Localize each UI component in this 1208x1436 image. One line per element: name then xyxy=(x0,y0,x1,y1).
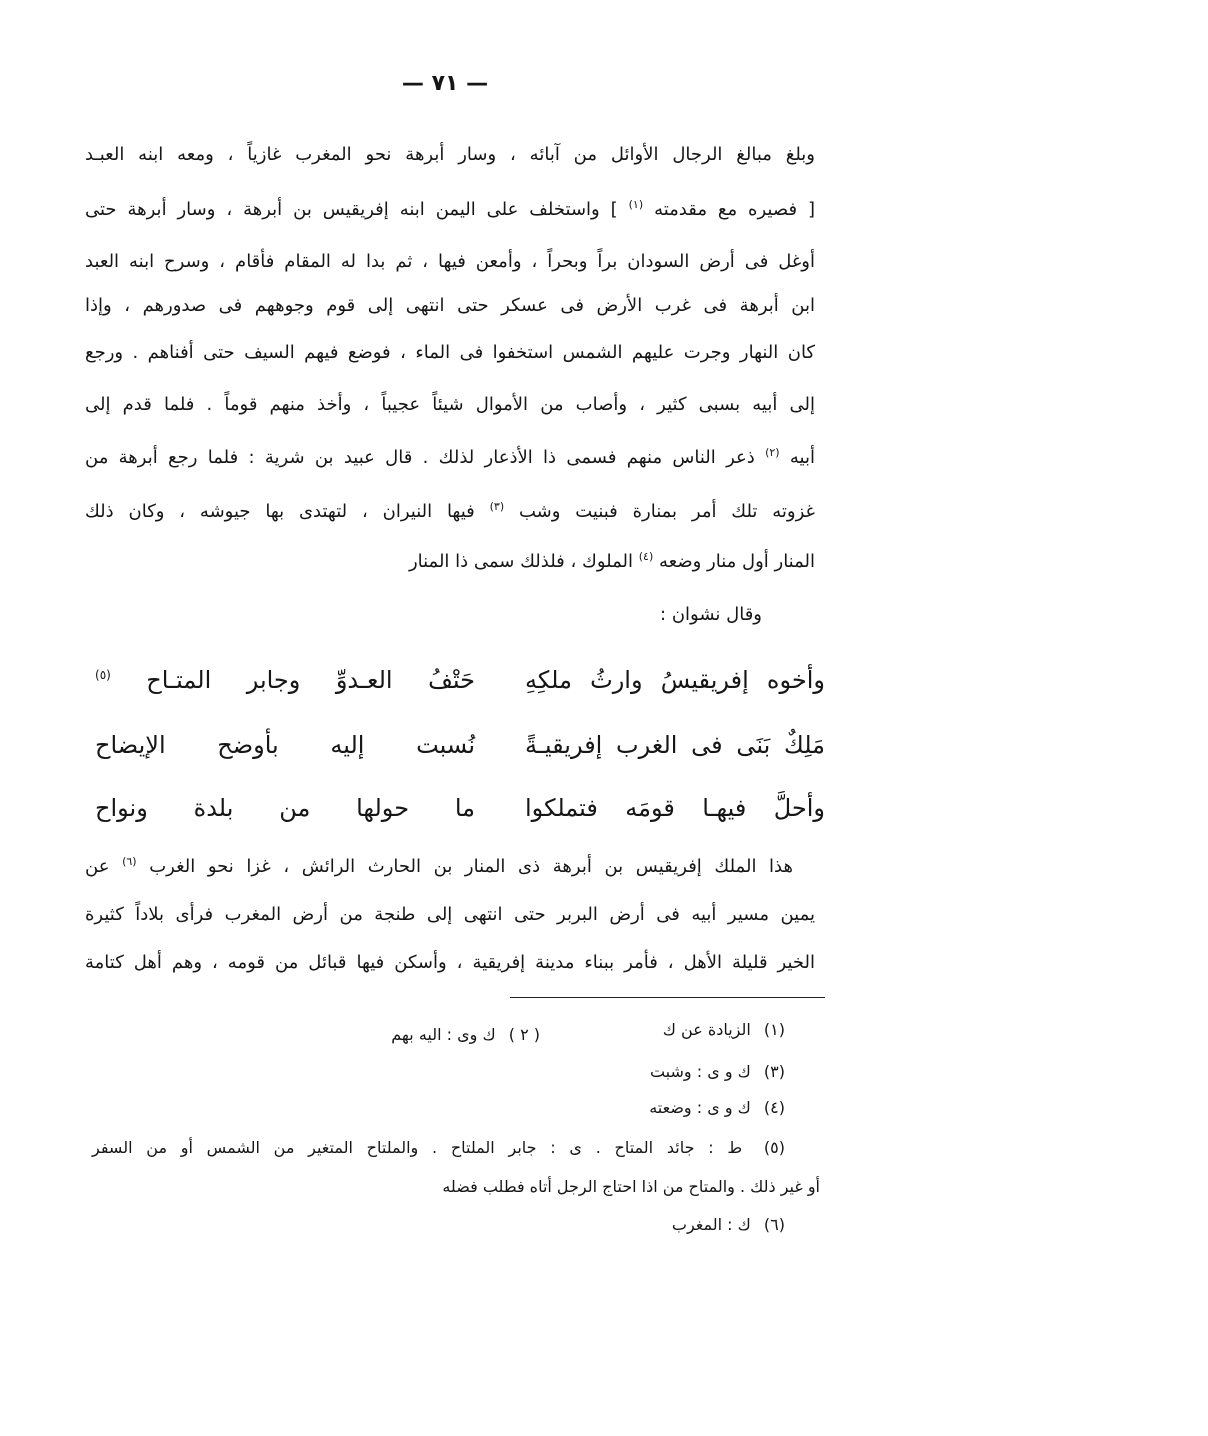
commentary-line xyxy=(85,845,793,889)
footnote-text: ك و ى : وضعته xyxy=(649,1098,751,1117)
body-line xyxy=(85,240,815,284)
line-text: عن xyxy=(85,856,110,877)
footnote-separator xyxy=(510,997,825,998)
footnote-number: (٦) xyxy=(763,1215,785,1234)
body-line xyxy=(85,540,815,584)
commentary-line xyxy=(85,893,815,937)
line-text: غزوته تلك أمر بمنارة فبنيت وشب xyxy=(518,501,815,522)
line-text: أبيه xyxy=(789,447,815,468)
body-line xyxy=(85,284,815,328)
footnote-ref: (١) xyxy=(628,198,644,211)
footnote-text: ك و ى : وشبت xyxy=(649,1062,751,1081)
body-line xyxy=(85,133,815,177)
footnote-number: (٥) xyxy=(763,1138,785,1157)
line-text: كان النهار وجرت عليهم الشمس استخفوا فى الماء ، فوضع فيهم السيف حتى أفناهم . ورجع xyxy=(85,342,815,363)
line-text: فيها النيران ، لتهتدى بها جيوشه ، وكان ذلك xyxy=(85,501,475,522)
line-text: هذا الملك إفريقيس بن أبرهة ذى المنار بن الحارث الرائش ، غزا نحو الغرب xyxy=(149,856,793,877)
line-text: ذعر الناس منهم فسمى ذا الأذعار لذلك . قال عبيد بن شرية : فلما رجع أبرهة من xyxy=(85,447,755,468)
verse-hemistich-left: ما حولها من بلدة ونواح xyxy=(95,794,475,822)
footnote-ref: (٣) xyxy=(489,500,505,513)
body-line xyxy=(85,331,815,375)
footnote-continuation: أو غير ذلك . والمتاح من اذا احتاج الرجل أتاه فطلب فضله xyxy=(442,1177,820,1196)
hemistich-text: حَتْفُ العـدوِّ وجابر المتـاح xyxy=(146,666,475,694)
footnote-number: (٤) xyxy=(763,1098,785,1117)
footnote-number: (٣) xyxy=(763,1062,785,1081)
line-text: ابن أبرهة فى غرب الأرض فى عسكر حتى انتهى إلى قوم وجوههم فى صدورهم ، وإذا xyxy=(85,295,815,316)
footnote-ref: (٤) xyxy=(638,550,654,563)
line-text: إلى أبيه بسبى كثير ، وأصاب من الأموال شيئاً عجيباً ، وأخذ منهم قوماً . فلما قدم إلى xyxy=(85,394,815,415)
footnote-ref: (٥) xyxy=(95,668,111,682)
line-text: يمين مسير أبيه فى أرض البربر حتى انتهى إلى طنجة من أرض المغرب فرأى بلاداً كثيرة xyxy=(85,904,815,925)
footnote-ref: (٢) xyxy=(765,446,780,459)
line-text: [ فصيره مع مقدمته xyxy=(654,199,816,220)
commentary-line xyxy=(85,941,815,985)
line-text: أوغل فى أرض السودان براً وبحراً ، وأمعن فيها ، ثم بدا له المقام فأقام ، وسرح ابنه العبد xyxy=(85,251,815,272)
footnote-item xyxy=(649,1090,785,1126)
footnote-item xyxy=(92,1130,785,1166)
footnote-item xyxy=(650,1054,785,1090)
body-line xyxy=(85,383,815,427)
poem-intro: وقال نشوان : xyxy=(660,604,762,625)
footnote-item xyxy=(391,1017,540,1053)
footnote-text: ك : المغرب xyxy=(671,1215,751,1234)
body-line xyxy=(85,490,815,534)
footnote-text: الزيادة عن ك xyxy=(662,1020,751,1039)
footnote-ref: (٦) xyxy=(122,855,137,868)
page-number: — ٧١ — xyxy=(401,71,489,96)
line-text: الملوك ، فلذلك سمى ذا المنار xyxy=(408,551,634,572)
verse-hemistich-left xyxy=(95,655,475,705)
verse-hemistich-right: وأخوه إفريقيسُ وارثُ ملكِهِ xyxy=(525,666,825,694)
verse-hemistich-right: وأحلَّ فيهـا قومَه فتملكوا xyxy=(525,794,825,822)
line-text: ] واستخلف على اليمن ابنه إفريقيس بن أبرهة ، وسار أبرهة حتى xyxy=(85,199,618,220)
footnote-number: ( ٢ ) xyxy=(508,1025,540,1044)
footnote-item xyxy=(672,1207,785,1243)
footnote-text: ط : جائد المتاح . ى : جابر الملتاح . والملتاح المتغير من الشمس أو من السفر xyxy=(92,1138,743,1157)
line-text: الخير قليلة الأهل ، فأمر ببناء مدينة إفريقية ، وأسكن فيها قبائل من قومه ، وهم أهل كتامة xyxy=(85,952,815,973)
footnote-item xyxy=(663,1012,785,1048)
verse-hemistich-right: مَلِكٌ بَنَى فى الغرب إفريقيـةً xyxy=(525,731,825,759)
body-line xyxy=(85,188,815,232)
line-text: المنار أول منار وضعه xyxy=(659,551,815,572)
footnote-number: (١) xyxy=(763,1020,785,1039)
verse-hemistich-left: نُسبت إليه بأوضح الإيضاح xyxy=(95,731,475,759)
body-line xyxy=(85,436,815,480)
footnote-text: ك وى : اليه بهم xyxy=(391,1025,496,1044)
line-text: وبلغ مبالغ الرجال الأوائل من آبائه ، وسار أبرهة نحو المغرب غازياً ، ومعه ابنه العبـد xyxy=(85,144,815,165)
